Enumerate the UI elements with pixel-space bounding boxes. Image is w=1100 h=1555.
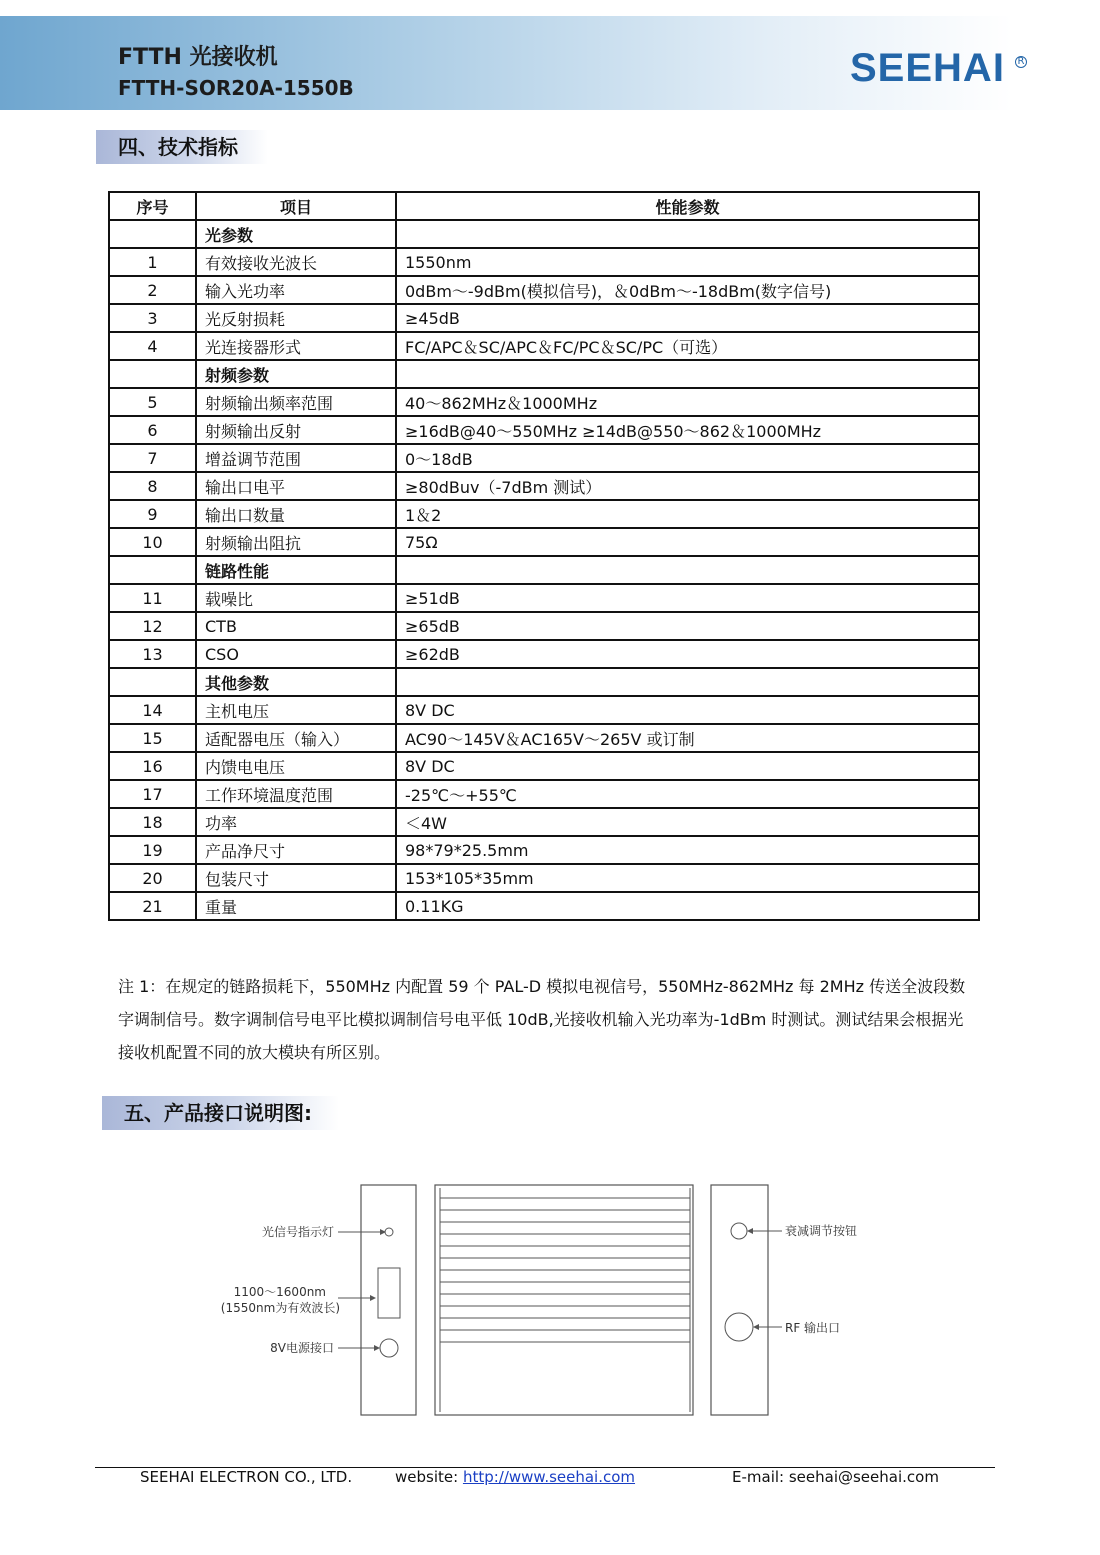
item-label: 功率	[196, 808, 396, 836]
row-number: 6	[109, 416, 196, 444]
item-label: 射频输出反射	[196, 416, 396, 444]
value-cell: 8V DC	[396, 696, 979, 724]
item-label: 输入光功率	[196, 276, 396, 304]
item-label: 光连接器形式	[196, 332, 396, 360]
left-panel	[361, 1185, 416, 1415]
row-number: 13	[109, 640, 196, 668]
item-label: 工作环境温度范围	[196, 780, 396, 808]
footer-website	[395, 1468, 635, 1486]
table-row	[109, 836, 979, 864]
table-row	[109, 612, 979, 640]
row-number: 15	[109, 724, 196, 752]
value-cell: 0.11KG	[396, 892, 979, 920]
led-indicator-icon	[385, 1228, 393, 1236]
label-window-range: 1100～1600nm	[233, 1285, 326, 1299]
row-number: 9	[109, 500, 196, 528]
value-cell: ≥80dBuv（-7dBm 测试）	[396, 472, 979, 500]
table-category-row	[109, 556, 979, 584]
col-header-value: 性能参数	[396, 192, 979, 220]
table-row	[109, 780, 979, 808]
row-number: 3	[109, 304, 196, 332]
value-cell: 75Ω	[396, 528, 979, 556]
value-cell: 8V DC	[396, 752, 979, 780]
table-row	[109, 332, 979, 360]
table-row	[109, 724, 979, 752]
value-cell: 153*105*35mm	[396, 864, 979, 892]
value-cell	[396, 360, 979, 388]
item-label: 有效接收光波长	[196, 248, 396, 276]
value-cell	[396, 668, 979, 696]
row-number: 10	[109, 528, 196, 556]
interface-diagram	[200, 1180, 920, 1425]
row-number: 21	[109, 892, 196, 920]
value-cell: ≥51dB	[396, 584, 979, 612]
table-row	[109, 752, 979, 780]
row-number: 12	[109, 612, 196, 640]
row-number: 4	[109, 332, 196, 360]
value-cell: 1＆2	[396, 500, 979, 528]
item-label: 适配器电压（输入）	[196, 724, 396, 752]
table-row	[109, 472, 979, 500]
item-label: 产品净尺寸	[196, 836, 396, 864]
right-panel	[711, 1185, 768, 1415]
page-header	[0, 16, 1100, 110]
row-number: 14	[109, 696, 196, 724]
row-number: 11	[109, 584, 196, 612]
item-label: 射频输出阻抗	[196, 528, 396, 556]
row-number: 8	[109, 472, 196, 500]
category-label: 链路性能	[196, 556, 396, 584]
row-number: 17	[109, 780, 196, 808]
value-cell: 40～862MHz＆1000MHz	[396, 388, 979, 416]
item-label: 载噪比	[196, 584, 396, 612]
row-number: 7	[109, 444, 196, 472]
row-number: 19	[109, 836, 196, 864]
table-category-row	[109, 220, 979, 248]
table-row	[109, 388, 979, 416]
value-cell: ≥16dB@40～550MHz ≥14dB@550～862＆1000MHz	[396, 416, 979, 444]
value-cell: 0～18dB	[396, 444, 979, 472]
table-row	[109, 584, 979, 612]
value-cell: ＜4W	[396, 808, 979, 836]
section-title-interface: 五、产品接口说明图:	[102, 1096, 339, 1130]
table-category-row	[109, 668, 979, 696]
footer-email: E-mail: seehai@seehai.com	[732, 1468, 939, 1486]
product-category-title: FTTH 光接收机	[118, 45, 278, 70]
table-row	[109, 808, 979, 836]
item-label: 增益调节范围	[196, 444, 396, 472]
row-number	[109, 360, 196, 388]
spec-table-body	[109, 220, 979, 920]
value-cell: ≥45dB	[396, 304, 979, 332]
attenuation-knob-icon	[731, 1223, 747, 1239]
row-number: 20	[109, 864, 196, 892]
center-body	[435, 1185, 693, 1415]
item-label: 光反射损耗	[196, 304, 396, 332]
rf-output-port-icon	[725, 1313, 753, 1341]
table-row	[109, 864, 979, 892]
item-label: 输出口数量	[196, 500, 396, 528]
item-label: 重量	[196, 892, 396, 920]
label-rf-output: RF 输出口	[785, 1321, 841, 1335]
row-number: 18	[109, 808, 196, 836]
row-number	[109, 668, 196, 696]
value-cell: 1550nm	[396, 248, 979, 276]
table-row	[109, 640, 979, 668]
label-led: 光信号指示灯	[261, 1225, 334, 1239]
value-cell: FC/APC＆SC/APC＆FC/PC＆SC/PC（可选）	[396, 332, 979, 360]
item-label: 包装尺寸	[196, 864, 396, 892]
heat-fins	[440, 1188, 690, 1412]
website-label: website:	[395, 1468, 463, 1486]
seehai-logo: SEEHAI	[850, 46, 1005, 90]
row-number: 16	[109, 752, 196, 780]
table-header-row	[109, 192, 979, 220]
item-label: CTB	[196, 612, 396, 640]
website-link[interactable]: http://www.seehai.com	[462, 1468, 636, 1486]
table-row	[109, 892, 979, 920]
category-label: 其他参数	[196, 668, 396, 696]
row-number	[109, 220, 196, 248]
value-cell	[396, 556, 979, 584]
item-label: 输出口电平	[196, 472, 396, 500]
row-number: 1	[109, 248, 196, 276]
spec-table	[108, 191, 980, 921]
item-label: CSO	[196, 640, 396, 668]
table-row	[109, 444, 979, 472]
power-port-icon	[380, 1339, 398, 1357]
table-row	[109, 696, 979, 724]
value-cell: -25℃～+55℃	[396, 780, 979, 808]
value-cell: 0dBm～-9dBm(模拟信号)，＆0dBm～-18dBm(数字信号)	[396, 276, 979, 304]
footer-company: SEEHAI ELECTRON CO., LTD.	[140, 1468, 353, 1486]
item-label: 内馈电电压	[196, 752, 396, 780]
value-cell: ≥65dB	[396, 612, 979, 640]
category-label: 射频参数	[196, 360, 396, 388]
table-row	[109, 528, 979, 556]
row-number	[109, 556, 196, 584]
col-header-no: 序号	[109, 192, 196, 220]
category-label: 光参数	[196, 220, 396, 248]
row-number: 2	[109, 276, 196, 304]
label-power: 8V电源接口	[270, 1341, 334, 1355]
registered-mark: R	[1015, 56, 1027, 68]
label-attenuation: 衰减调节按钮	[785, 1224, 858, 1238]
table-row	[109, 248, 979, 276]
value-cell: 98*79*25.5mm	[396, 836, 979, 864]
item-label: 射频输出频率范围	[196, 388, 396, 416]
value-cell: ≥62dB	[396, 640, 979, 668]
product-model-title: FTTH-SOR20A-1550B	[118, 76, 354, 100]
col-header-item: 项目	[196, 192, 396, 220]
table-category-row	[109, 360, 979, 388]
footnote: 注 1：在规定的链路损耗下，550MHz 内配置 59 个 PAL-D 模拟电视信号，550MHz-862MHz 每 2MHz 传送全波段数字调制信号。数字调制信号电平比模拟调制信号电平低 10dB,光接收机输入光功率为-1dBm 时测试。测试结果会根据光接收机配置不同的放大模块有所区别。	[118, 977, 966, 1062]
table-row	[109, 500, 979, 528]
optical-window	[378, 1268, 400, 1318]
value-cell	[396, 220, 979, 248]
item-label: 主机电压	[196, 696, 396, 724]
table-row	[109, 276, 979, 304]
table-row	[109, 416, 979, 444]
table-row	[109, 304, 979, 332]
value-cell: AC90～145V＆AC165V～265V 或订制	[396, 724, 979, 752]
label-window-note: (1550nm为有效波长)	[220, 1301, 340, 1315]
row-number: 5	[109, 388, 196, 416]
section-title-specs: 四、技术指标	[96, 130, 268, 164]
